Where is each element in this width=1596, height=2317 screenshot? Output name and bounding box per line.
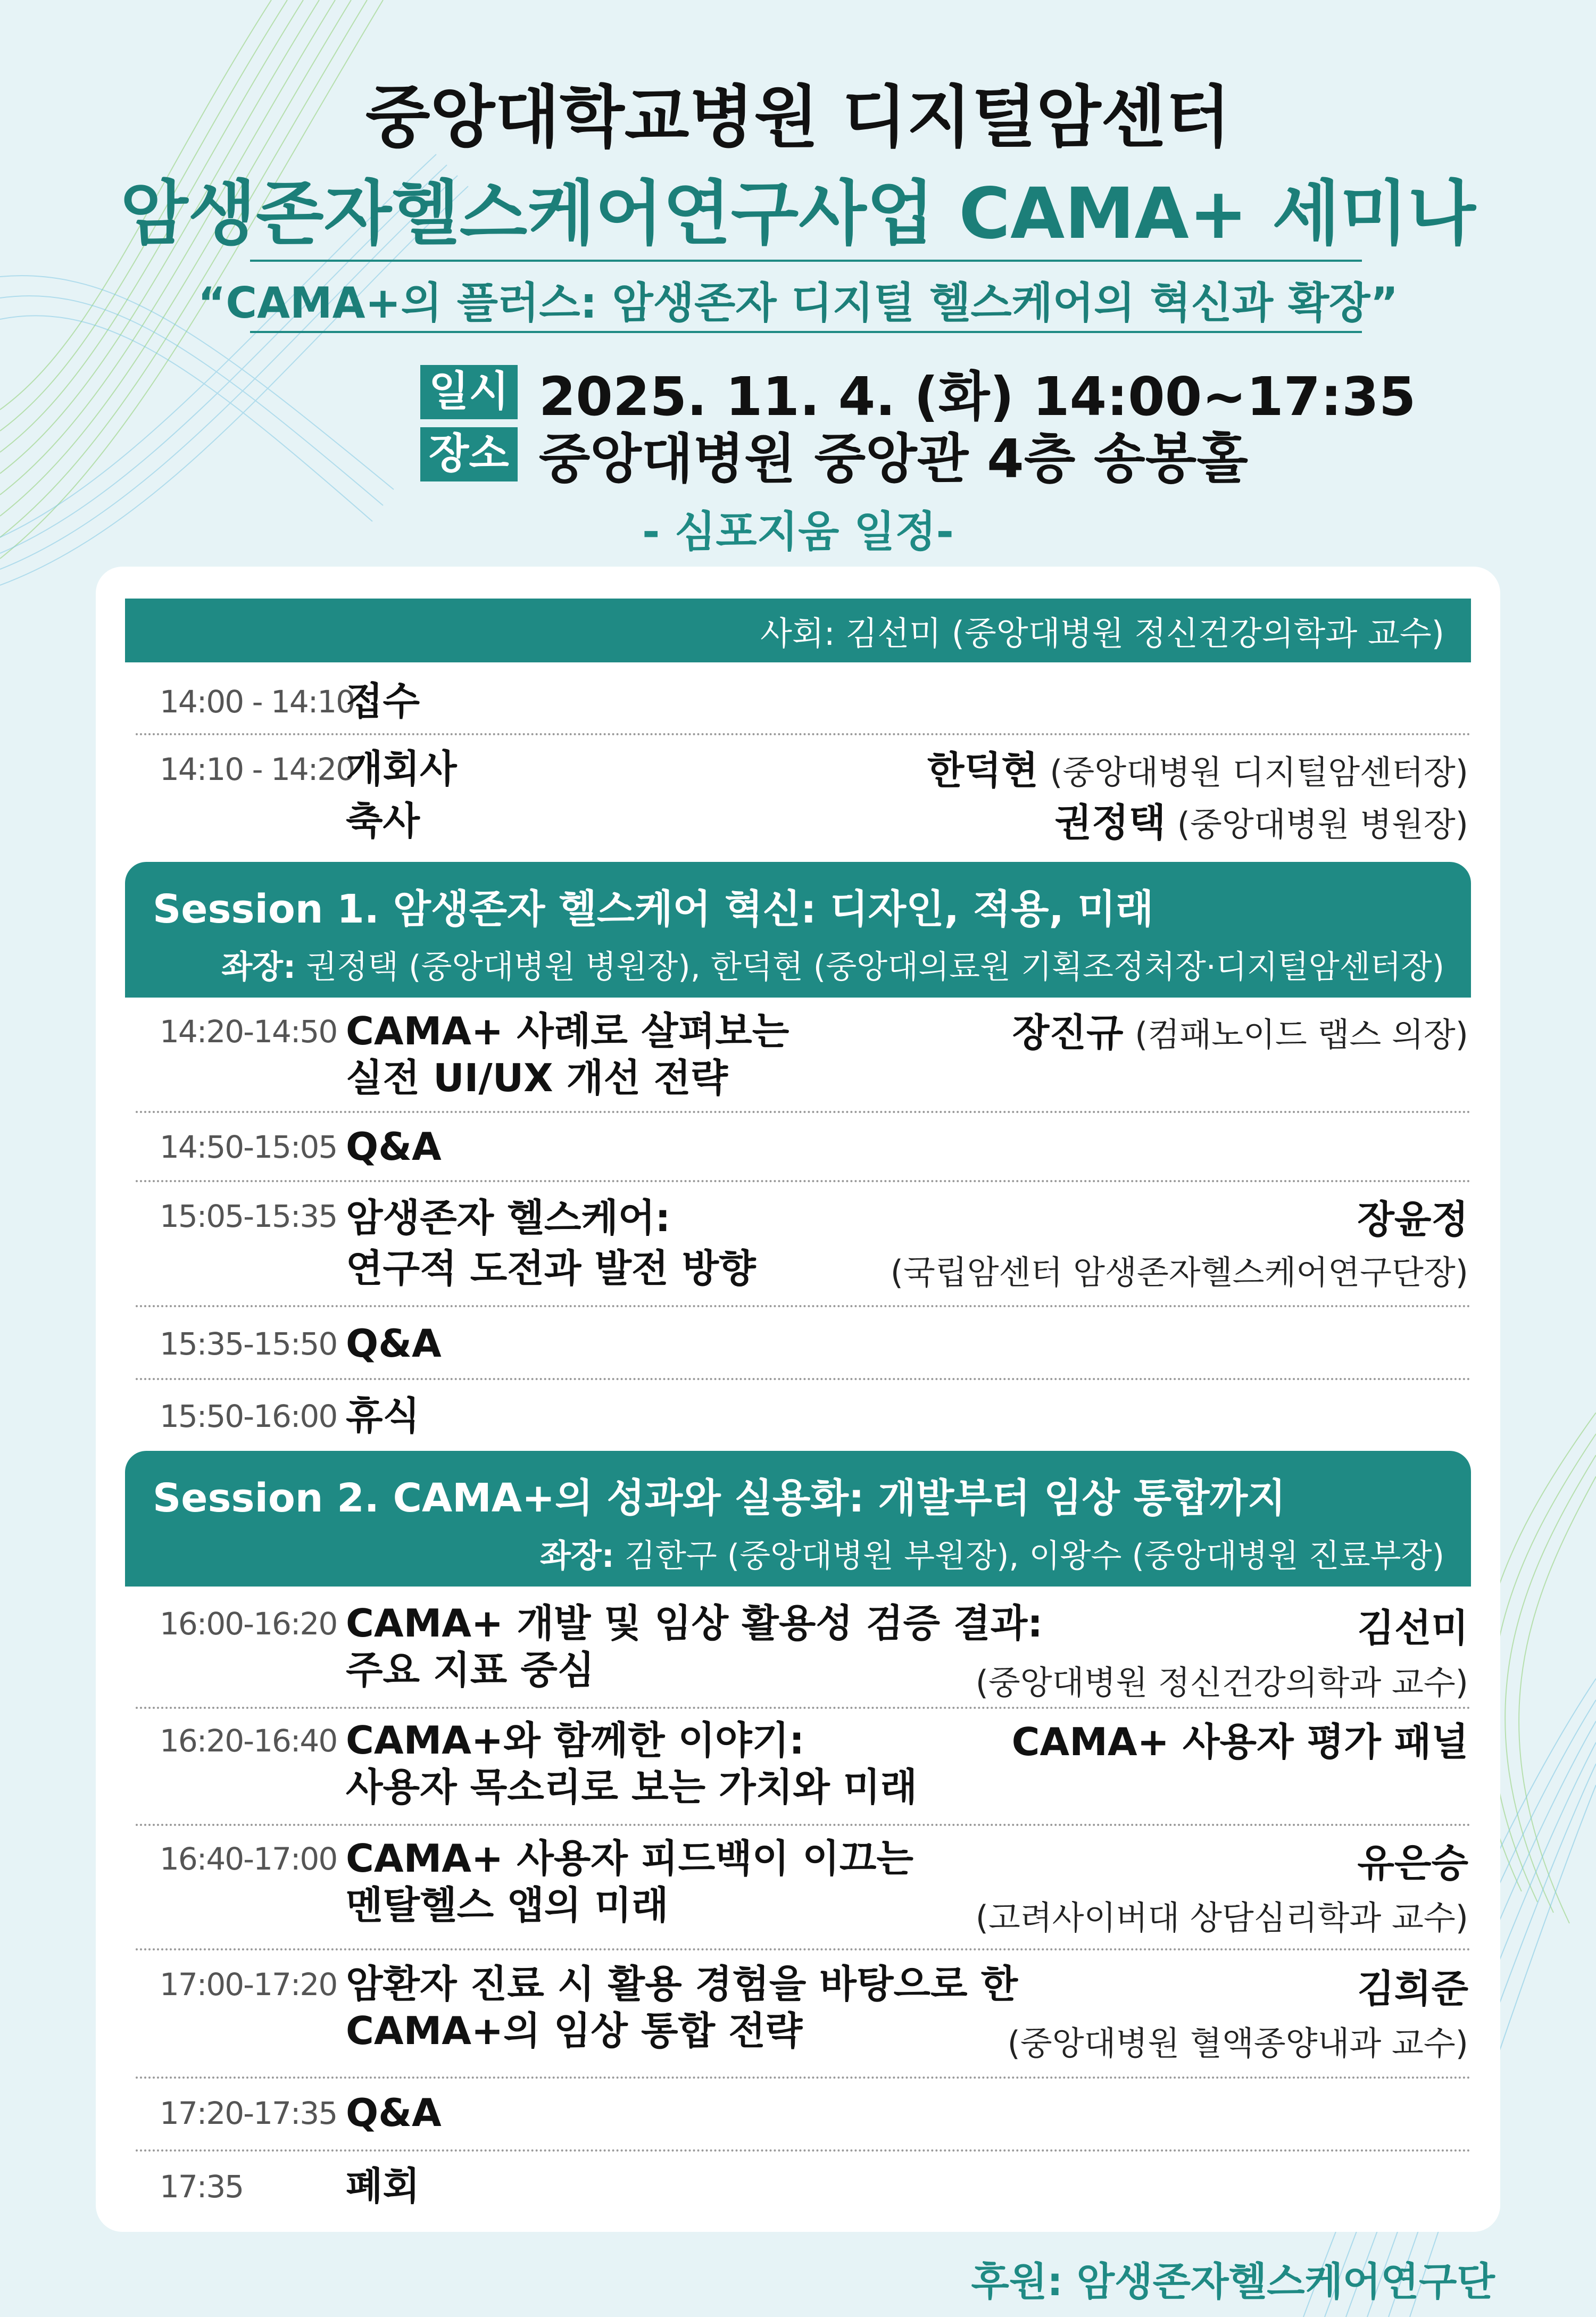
speaker-affiliation: (고려사이버대 상담심리학과 교수): [975, 1898, 1468, 1937]
title-line1: CAMA+와 함께한 이야기:: [346, 1718, 805, 1763]
row-divider: [136, 1948, 1471, 1950]
row-time: 16:00-16:20: [160, 1606, 337, 1642]
session-1-title: Session 1. 암생존자 헬스케어 혁신: 디자인, 적용, 미래: [153, 886, 1154, 932]
row-title: [346, 1193, 756, 1294]
speaker-affiliation: (중앙대병원 병원장): [1177, 805, 1468, 844]
row-title: Q&A: [346, 1124, 442, 1169]
title-line1: 암생존자 헬스케어:: [346, 1195, 671, 1240]
speaker-affiliation: (중앙대병원 정신건강의학과 교수): [975, 1663, 1468, 1702]
row-time: 15:35-15:50: [160, 1326, 337, 1362]
speaker-name: 장진규: [1012, 1010, 1124, 1055]
sponsor-text: 후원: 암생존자헬스케어연구단: [971, 2259, 1495, 2305]
row-title: [346, 1600, 1043, 1694]
row-title: 접수: [346, 679, 420, 724]
title-line2: 실전 UI/UX 개선 전략: [346, 1055, 728, 1100]
speaker-name: 김선미: [1357, 1606, 1468, 1650]
session-2-chairs: [540, 1531, 1444, 1576]
speaker-name: 장윤정: [1357, 1197, 1468, 1242]
chair-label: 좌장:: [539, 1538, 614, 1575]
title-line2: 멘탈헬스 앱의 미래: [346, 1882, 669, 1928]
speaker-name: 한덕현: [927, 748, 1038, 793]
row-speaker: [976, 1600, 1468, 1708]
row-speaker: [927, 746, 1468, 795]
row-title: 폐회: [346, 2164, 420, 2208]
event-title-line2: 암생존자헬스케어연구사업 CAMA+ 세미나: [120, 173, 1476, 255]
row-divider: [136, 1305, 1471, 1307]
row-speaker: [891, 1193, 1468, 1297]
session-2-title: Session 2. CAMA+의 성과와 실용화: 개발부터 임상 통합까지: [153, 1475, 1286, 1521]
speaker-affiliation: (중앙대병원 디지털암센터장): [1050, 753, 1468, 792]
speaker-name: 유은승: [1357, 1841, 1468, 1886]
title-line2: 사용자 목소리로 보는 가치와 미래: [346, 1764, 917, 1809]
row-divider: [136, 733, 1471, 735]
title-line1: 암환자 진료 시 활용 경험을 바탕으로 한: [346, 1962, 1018, 2006]
title-line1: CAMA+ 사용자 피드백이 이끄는: [346, 1836, 913, 1881]
row-speaker: [1054, 798, 1468, 847]
row-time: 15:05-15:35: [160, 1198, 337, 1234]
row-title: 개회사: [346, 746, 457, 791]
row-time: 17:20-17:35: [160, 2095, 337, 2131]
date-label: 일시: [420, 365, 518, 419]
subtitle-top-divider: [250, 260, 1362, 262]
speaker-affiliation: (컴패노이드 랩스 의장): [1135, 1015, 1468, 1054]
row-time: 16:40-17:00: [160, 1841, 337, 1877]
mc-bar: 사회: 김선미 (중앙대병원 정신건강의학과 교수): [125, 599, 1471, 662]
place-value: 중앙대병원 중앙관 4층 송봉홀: [538, 428, 1248, 490]
event-subtitle: “CAMA+의 플러스: 암생존자 디지털 헬스케어의 혁신과 확장”: [197, 278, 1399, 328]
chair-label: 좌장:: [221, 949, 296, 986]
title-line2: 주요 지표 중심: [346, 1647, 595, 1692]
session-1-chairs: [221, 942, 1444, 987]
speaker-affiliation: (중앙대병원 혈액종양내과 교수): [1007, 2023, 1468, 2063]
row-time: 14:10 - 14:20: [160, 751, 355, 787]
row-title: Q&A: [346, 1321, 442, 1366]
row-title: Q&A: [346, 2090, 442, 2135]
row-title: 축사: [346, 799, 420, 843]
speaker-affiliation: (국립암센터 암생존자헬스케어연구단장): [890, 1252, 1468, 1292]
row-time: 17:35: [160, 2169, 244, 2205]
session-1-header: [125, 862, 1471, 998]
speaker-name: 권정택: [1054, 800, 1166, 845]
row-speaker: [1008, 1961, 1468, 2069]
chair-names: 권정택 (중앙대병원 병원장), 한덕현 (중앙대의료원 기획조정처장·디지털암센터장): [296, 949, 1444, 986]
row-title: [346, 1008, 789, 1102]
row-speaker: [1012, 1717, 1468, 1766]
row-time: 16:20-16:40: [160, 1723, 337, 1759]
chair-names: 김한구 (중앙대병원 부원장), 이왕수 (중앙대병원 진료부장): [614, 1538, 1444, 1575]
row-speaker: [1012, 1008, 1468, 1057]
speaker-name: 김희준: [1357, 1966, 1468, 2011]
row-time: 15:50-16:00: [160, 1398, 337, 1434]
row-speaker: [976, 1836, 1468, 1944]
row-divider: [136, 2149, 1471, 2152]
row-time: 14:20-14:50: [160, 1014, 337, 1050]
title-line1: CAMA+ 개발 및 임상 활용성 검증 결과:: [346, 1601, 1043, 1646]
row-title: [346, 1717, 917, 1811]
event-title-line1: 중앙대학교병원 디지털암센터: [365, 78, 1231, 156]
title-line1: CAMA+ 사례로 살펴보는: [346, 1009, 789, 1053]
row-divider: [136, 1824, 1471, 1826]
row-title: [346, 1836, 913, 1929]
date-value: 2025. 11. 4. (화) 14:00~17:35: [538, 366, 1416, 428]
place-row: [420, 416, 1248, 493]
title-line2: 연구적 도전과 발전 방향: [346, 1246, 756, 1291]
subtitle-bottom-divider: [250, 331, 1362, 333]
row-title: 휴식: [346, 1393, 420, 1438]
row-title: [346, 1961, 1018, 2055]
row-divider: [136, 1707, 1471, 1709]
row-divider: [136, 1111, 1471, 1113]
speaker-name: CAMA+ 사용자 평가 패널: [1011, 1720, 1468, 1764]
row-divider: [136, 2077, 1471, 2079]
row-time: 17:00-17:20: [160, 1966, 337, 2003]
row-time: 14:00 - 14:10: [160, 684, 355, 720]
row-divider: [136, 1180, 1471, 1182]
schedule-heading: - 심포지움 일정-: [642, 507, 954, 557]
row-time: 14:50-15:05: [160, 1129, 337, 1165]
row-divider: [136, 1378, 1471, 1380]
session-2-header: [125, 1451, 1471, 1587]
place-label: 장소: [420, 427, 518, 481]
title-line2: CAMA+의 임상 통합 전략: [346, 2008, 803, 2053]
